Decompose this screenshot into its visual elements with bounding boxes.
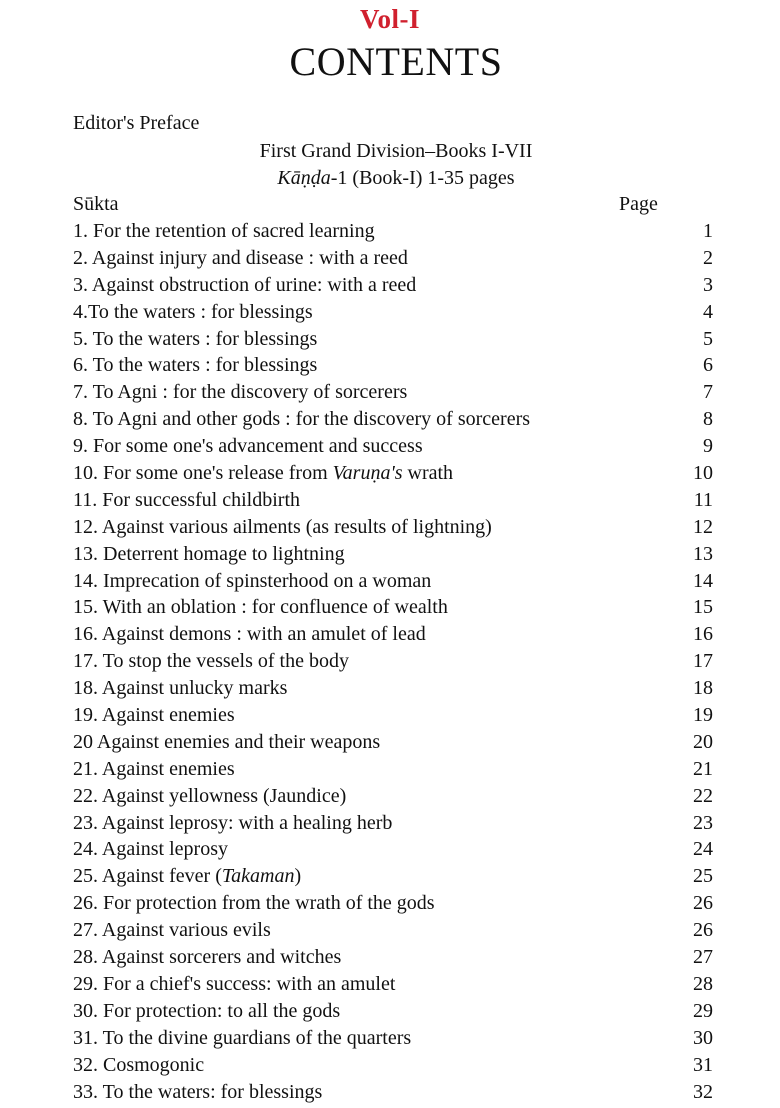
entry-title: 12. Against various ailments (as results of lightning)	[73, 515, 492, 538]
list-item	[73, 1025, 713, 1052]
entry-page: 12	[693, 515, 713, 538]
entry-title: 6. To the waters : for blessings	[73, 354, 318, 377]
list-item	[73, 299, 713, 326]
entry-page: 26	[693, 892, 713, 915]
entry-page: 3	[703, 273, 713, 296]
entry-page: 27	[693, 946, 713, 969]
entry-title-post: )	[294, 865, 302, 888]
list-item	[73, 460, 713, 487]
entry-page: 13	[693, 542, 713, 565]
entry-title: 30. For protection: to all the gods	[73, 999, 341, 1022]
entry-title: 13. Deterrent homage to lightning	[73, 542, 345, 565]
entry-page: 17	[693, 650, 713, 673]
entry-title: 4.To the waters : for blessings	[73, 300, 313, 323]
entry-page: 5	[703, 327, 713, 350]
entry-title: 11. For successful childbirth	[73, 488, 301, 511]
list-item	[73, 406, 713, 433]
list-item	[73, 702, 713, 729]
list-item	[73, 594, 713, 621]
entry-title: 1. For the retention of sacred learning	[73, 220, 375, 242]
list-item	[73, 1079, 713, 1106]
list-item	[73, 648, 713, 675]
list-item	[73, 729, 713, 756]
entry-page: 15	[693, 596, 713, 619]
entry-title: 32. Cosmogonic	[73, 1053, 205, 1076]
entry-title: 28. Against sorcerers and witches	[73, 946, 342, 969]
list-item	[73, 675, 713, 702]
entry-title: 16. Against demons : with an amulet of lead	[73, 623, 426, 646]
entry-title: 17. To stop the vessels of the body	[73, 650, 349, 673]
list-item	[73, 998, 713, 1025]
entry-title: 29. For a chief's success: with an amulet	[73, 972, 396, 995]
entry-page: 16	[693, 623, 713, 646]
list-item	[73, 568, 713, 595]
entry-title	[73, 865, 301, 887]
entry-page: 25	[693, 865, 713, 888]
entry-title: 9. For some one's advancement and success	[73, 435, 423, 458]
entry-page: 1	[703, 220, 713, 242]
list-item	[73, 1052, 713, 1079]
list-item	[73, 245, 713, 272]
volume-label: Vol-I	[359, 4, 421, 34]
entry-page: 24	[693, 838, 713, 861]
list-item	[73, 218, 713, 245]
entry-page: 21	[693, 757, 713, 780]
entry-title-pre: 10. For some one's release from	[73, 462, 333, 485]
entry-page: 20	[693, 730, 713, 753]
list-item	[73, 836, 713, 863]
kanda-italic: Kāṇḍa	[277, 167, 331, 189]
page-column-header: Page	[619, 193, 658, 215]
entry-page: 14	[693, 569, 713, 592]
editors-preface-entry: Editor's Preface	[73, 112, 200, 134]
list-item	[73, 621, 713, 648]
list-item	[73, 433, 713, 460]
list-item	[73, 514, 713, 541]
list-item	[73, 783, 713, 810]
entry-title-post: wrath	[402, 462, 454, 485]
entry-page: 2	[703, 246, 713, 269]
entry-title	[73, 462, 453, 484]
entry-title: 14. Imprecation of spinsterhood on a woman	[73, 569, 432, 592]
entry-page: 31	[693, 1053, 713, 1076]
list-item	[73, 917, 713, 944]
list-item	[73, 890, 713, 917]
entry-page: 30	[693, 1026, 713, 1049]
kanda-rest: -1 (Book-I) 1-35 pages	[330, 167, 515, 189]
list-item	[73, 756, 713, 783]
entry-title: 23. Against leprosy: with a healing herb	[73, 811, 393, 834]
entry-page: 29	[693, 999, 713, 1022]
list-item	[73, 379, 713, 406]
entry-page: 23	[693, 811, 713, 834]
list-item	[73, 810, 713, 837]
entry-title: 19. Against enemies	[73, 704, 235, 727]
list-item	[73, 272, 713, 299]
column-headers	[73, 193, 713, 216]
list-item	[73, 326, 713, 353]
entry-title: 31. To the divine guardians of the quarters	[73, 1026, 412, 1049]
list-item	[73, 487, 713, 514]
entry-page: 22	[693, 784, 713, 807]
entry-title: 33. To the waters: for blessings	[73, 1080, 323, 1103]
entry-title: 3. Against obstruction of urine: with a reed	[73, 273, 417, 296]
entry-title-italic: Varuṇa's	[332, 462, 403, 485]
entry-title: 15. With an oblation : for confluence of wealth	[73, 596, 448, 619]
entry-title: 20 Against enemies and their weapons	[73, 730, 381, 753]
entry-title: 7. To Agni : for the discovery of sorcerers	[73, 381, 408, 404]
entry-title: 2. Against injury and disease : with a reed	[73, 246, 408, 269]
entry-title: 27. Against various evils	[73, 919, 271, 942]
entry-page: 32	[693, 1080, 713, 1103]
list-item	[73, 541, 713, 568]
entry-page: 10	[693, 462, 713, 485]
entry-page: 8	[703, 408, 713, 431]
entry-title-pre: 25. Against fever (	[73, 865, 222, 888]
entry-page: 26	[693, 919, 713, 942]
entry-title: 24. Against leprosy	[73, 838, 228, 861]
kanda-heading	[0, 167, 780, 190]
list-item	[73, 971, 713, 998]
entry-page: 7	[703, 381, 713, 404]
entry-title: 22. Against yellowness (Jaundice)	[73, 784, 347, 807]
entry-page: 11	[693, 488, 713, 511]
page-title: CONTENTS	[289, 39, 503, 84]
list-item	[73, 352, 713, 379]
entry-page: 19	[693, 704, 713, 727]
sukta-column-header: Sūkta	[73, 193, 119, 215]
entry-title: 26. For protection from the wrath of the gods	[73, 892, 435, 915]
entry-page: 18	[693, 677, 713, 700]
entry-title-italic: Takaman	[221, 865, 295, 888]
list-item	[73, 944, 713, 971]
entry-title: 8. To Agni and other gods : for the discovery of sorcerers	[73, 408, 531, 431]
entry-page: 28	[693, 972, 713, 995]
entry-title: 21. Against enemies	[73, 757, 235, 780]
entry-title: 18. Against unlucky marks	[73, 677, 288, 700]
entry-page: 9	[703, 435, 713, 458]
entry-title: 5. To the waters : for blessings	[73, 327, 318, 350]
list-item	[73, 863, 713, 890]
entry-page: 4	[703, 300, 713, 323]
division-heading: First Grand Division–Books I-VII	[259, 140, 533, 162]
contents-list	[73, 218, 713, 1105]
entry-page: 6	[703, 354, 713, 377]
